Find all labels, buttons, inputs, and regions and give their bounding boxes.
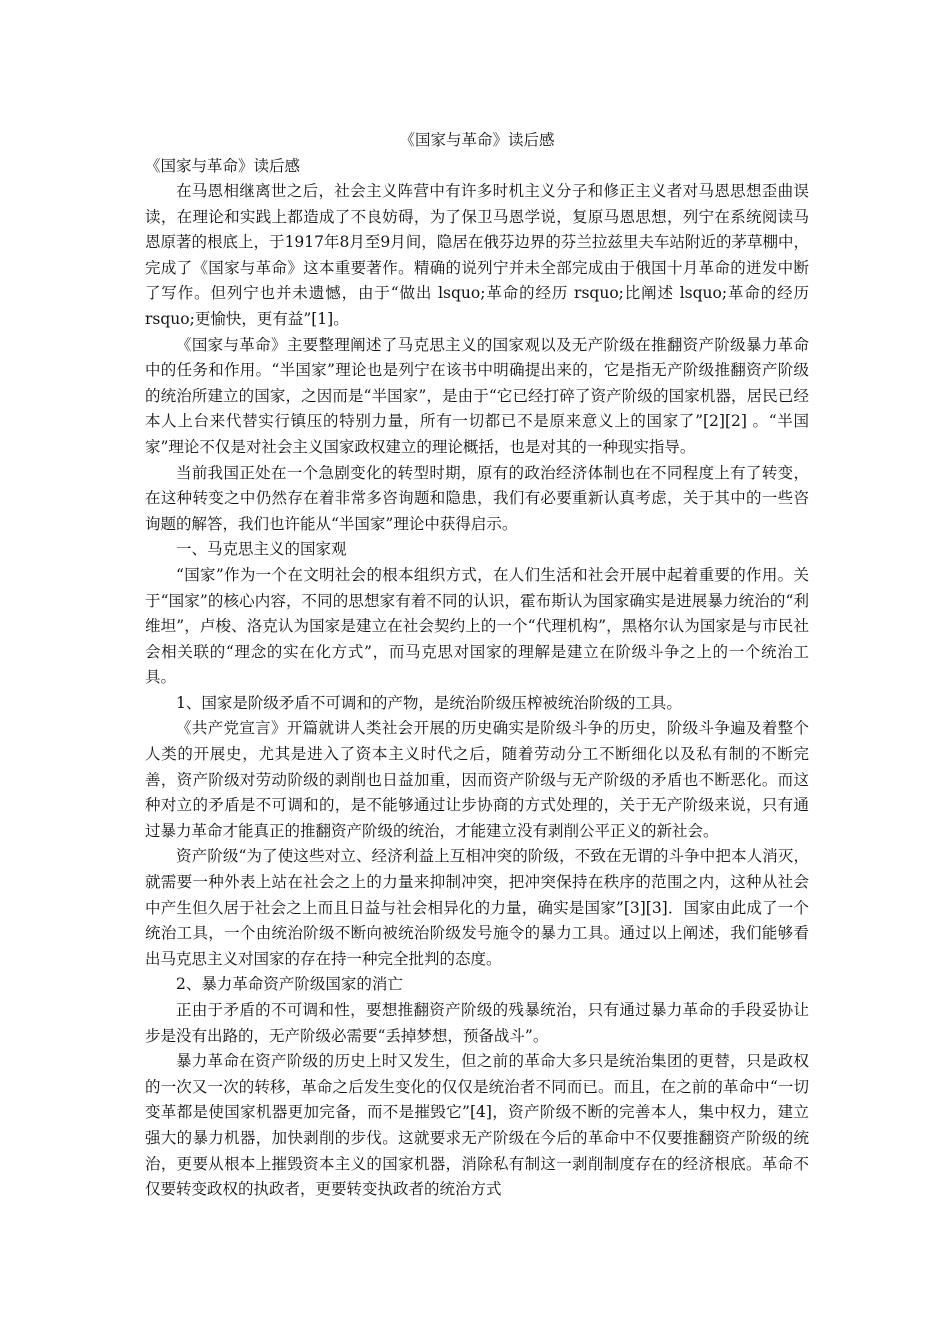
document-subtitle: 《国家与革命》读后感 xyxy=(145,157,301,175)
paragraph-revolution: 正由于矛盾的不可调和性，要想推翻资产阶级的残暴统治，只有通过暴力革命的手段妥协让步是没有出路的，无产阶级必需要“丢掉梦想，预备战斗”。 xyxy=(145,1001,809,1045)
subsection-heading-1: 1、国家是阶级矛盾不可调和的产物，是统治阶级压榨被统治阶级的工具。 xyxy=(176,693,682,712)
document-page xyxy=(145,127,809,1203)
paragraph-intro: 在马恩相继离世之后，社会主义阵营中有许多时机主义分子和修正主义者对马恩思想歪曲误读，在理论和实践上都造成了不良妨碍，为了保卫马恩学说，复原马恩思想，列宁在系统阅读马恩原著的根底上，于1917年8月至9月间，隐居在俄芬边界的芬兰拉兹里夫车站附近的茅草棚中，完成了《国家与革命》这本重要著作。精确的说列宁并未全部完成由于俄国十月革命的迸发中断了写作。但列宁也并未遗憾，由于“做出 lsquo;革命的经历 rsquo;比阐述 lsquo;革命的经历 rsquo;更愉快，更有益”[1]。 xyxy=(145,182,809,328)
paragraph-context: 当前我国正处在一个急剧变化的转型时期，原有的政治经济体制也在不同程度上有了转变，在这种转变之中仍然存在着非常多咨询题和隐患，我们有必要重新认真考虑，关于其中的一些咨询题的解答，我们也许能从“半国家”理论中获得启示。 xyxy=(145,463,809,533)
paragraph-state-machine: 暴力革命在资产阶级的历史上时又发生，但之前的革命大多只是统治集团的更替，只是政权的一次又一次的转移，革命之后发生变化的仅仅是统治者不同而已。而且，在之前的革命中“一切变革都是使国家机器更加完备，而不是摧毁它”[4]，资产阶级不断的完善本人，集中权力，建立强大的暴力机器，加快剥削的步伐。这就要求无产阶级在今后的革命中不仅要推翻资产阶级的统治，更要从根本上摧毁资本主义的国家机器，消除私有制这一剥削制度存在的经济根底。革命不仅要转变政权的执政者，更要转变执政者的统治方式 xyxy=(145,1052,809,1199)
paragraph-state-concept: “国家”作为一个在文明社会的根本组织方式，在人们生活和社会开展中起着重要的作用。关于“国家”的核心内容，不同的思想家有着不同的认识，霍布斯认为国家确实是进展暴力统治的“利维坦”，卢梭、洛克认为国家是建立在社会契约上的一个“代理机构”，黑格尔认为国家是与市民社会相关联的“理念的实在化方式”，而马克思对国家的理解是建立在阶级斗争之上的一个统治工具。 xyxy=(145,565,809,687)
subsection-heading-2: 2、暴力革命资产阶级国家的消亡 xyxy=(176,975,403,994)
document-title: 《国家与革命》读后感 xyxy=(399,131,555,149)
paragraph-overview: 《国家与革命》主要整理阐述了马克思主义的国家观以及无产阶级在推翻资产阶级暴力革命中的任务和作用。“半国家”理论也是列宁在该书中明确提出来的，它是指无产阶级推翻资产阶级的统治所建立的国家，之因而是“半国家”，是由于“它已经打碎了资产阶级的国家机器，居民已经本人上台来代替实行镇压的特别力量，所有一切都已不是原来意义上的国家了”[2][2] 。“半国家”理论不仅是对社会主义国家政权建立的理论概括，也是对其的一种现实指导。 xyxy=(145,335,809,456)
section-heading-1: 一、马克思主义的国家观 xyxy=(176,540,347,559)
paragraph-class-struggle: 《共产党宣言》开篇就讲人类社会开展的历史确实是阶级斗争的历史，阶级斗争遍及着整个人类的开展史，尤其是进入了资本主义时代之后，随着劳动分工不断细化以及私有制的不断完善，资产阶级对劳动阶级的剥削也日益加重，因而资产阶级与无产阶级的矛盾也不断恶化。而这种对立的矛盾是不可调和的，是不能够通过让步协商的方式处理的，关于无产阶级来说，只有通过暴力革命才能真正的推翻资产阶级的统治，才能建立没有剥削公平正义的新社会。 xyxy=(145,719,809,840)
paragraph-state-tool: 资产阶级“为了使这些对立、经济利益上互相冲突的阶级，不致在无谓的斗争中把本人消灭，就需要一种外表上站在社会之上的力量来抑制冲突，把冲突保持在秩序的范围之内，这种从社会中产生但久居于社会之上而且日益与社会相异化的力量，确实是国家”[3][3]．国家由此成了一个统治工具，一个由统治阶级不断向被统治阶级发号施令的暴力工具。通过以上阐述，我们能够看出马克思主义对国家的存在持一种完全批判的态度。 xyxy=(145,847,809,968)
